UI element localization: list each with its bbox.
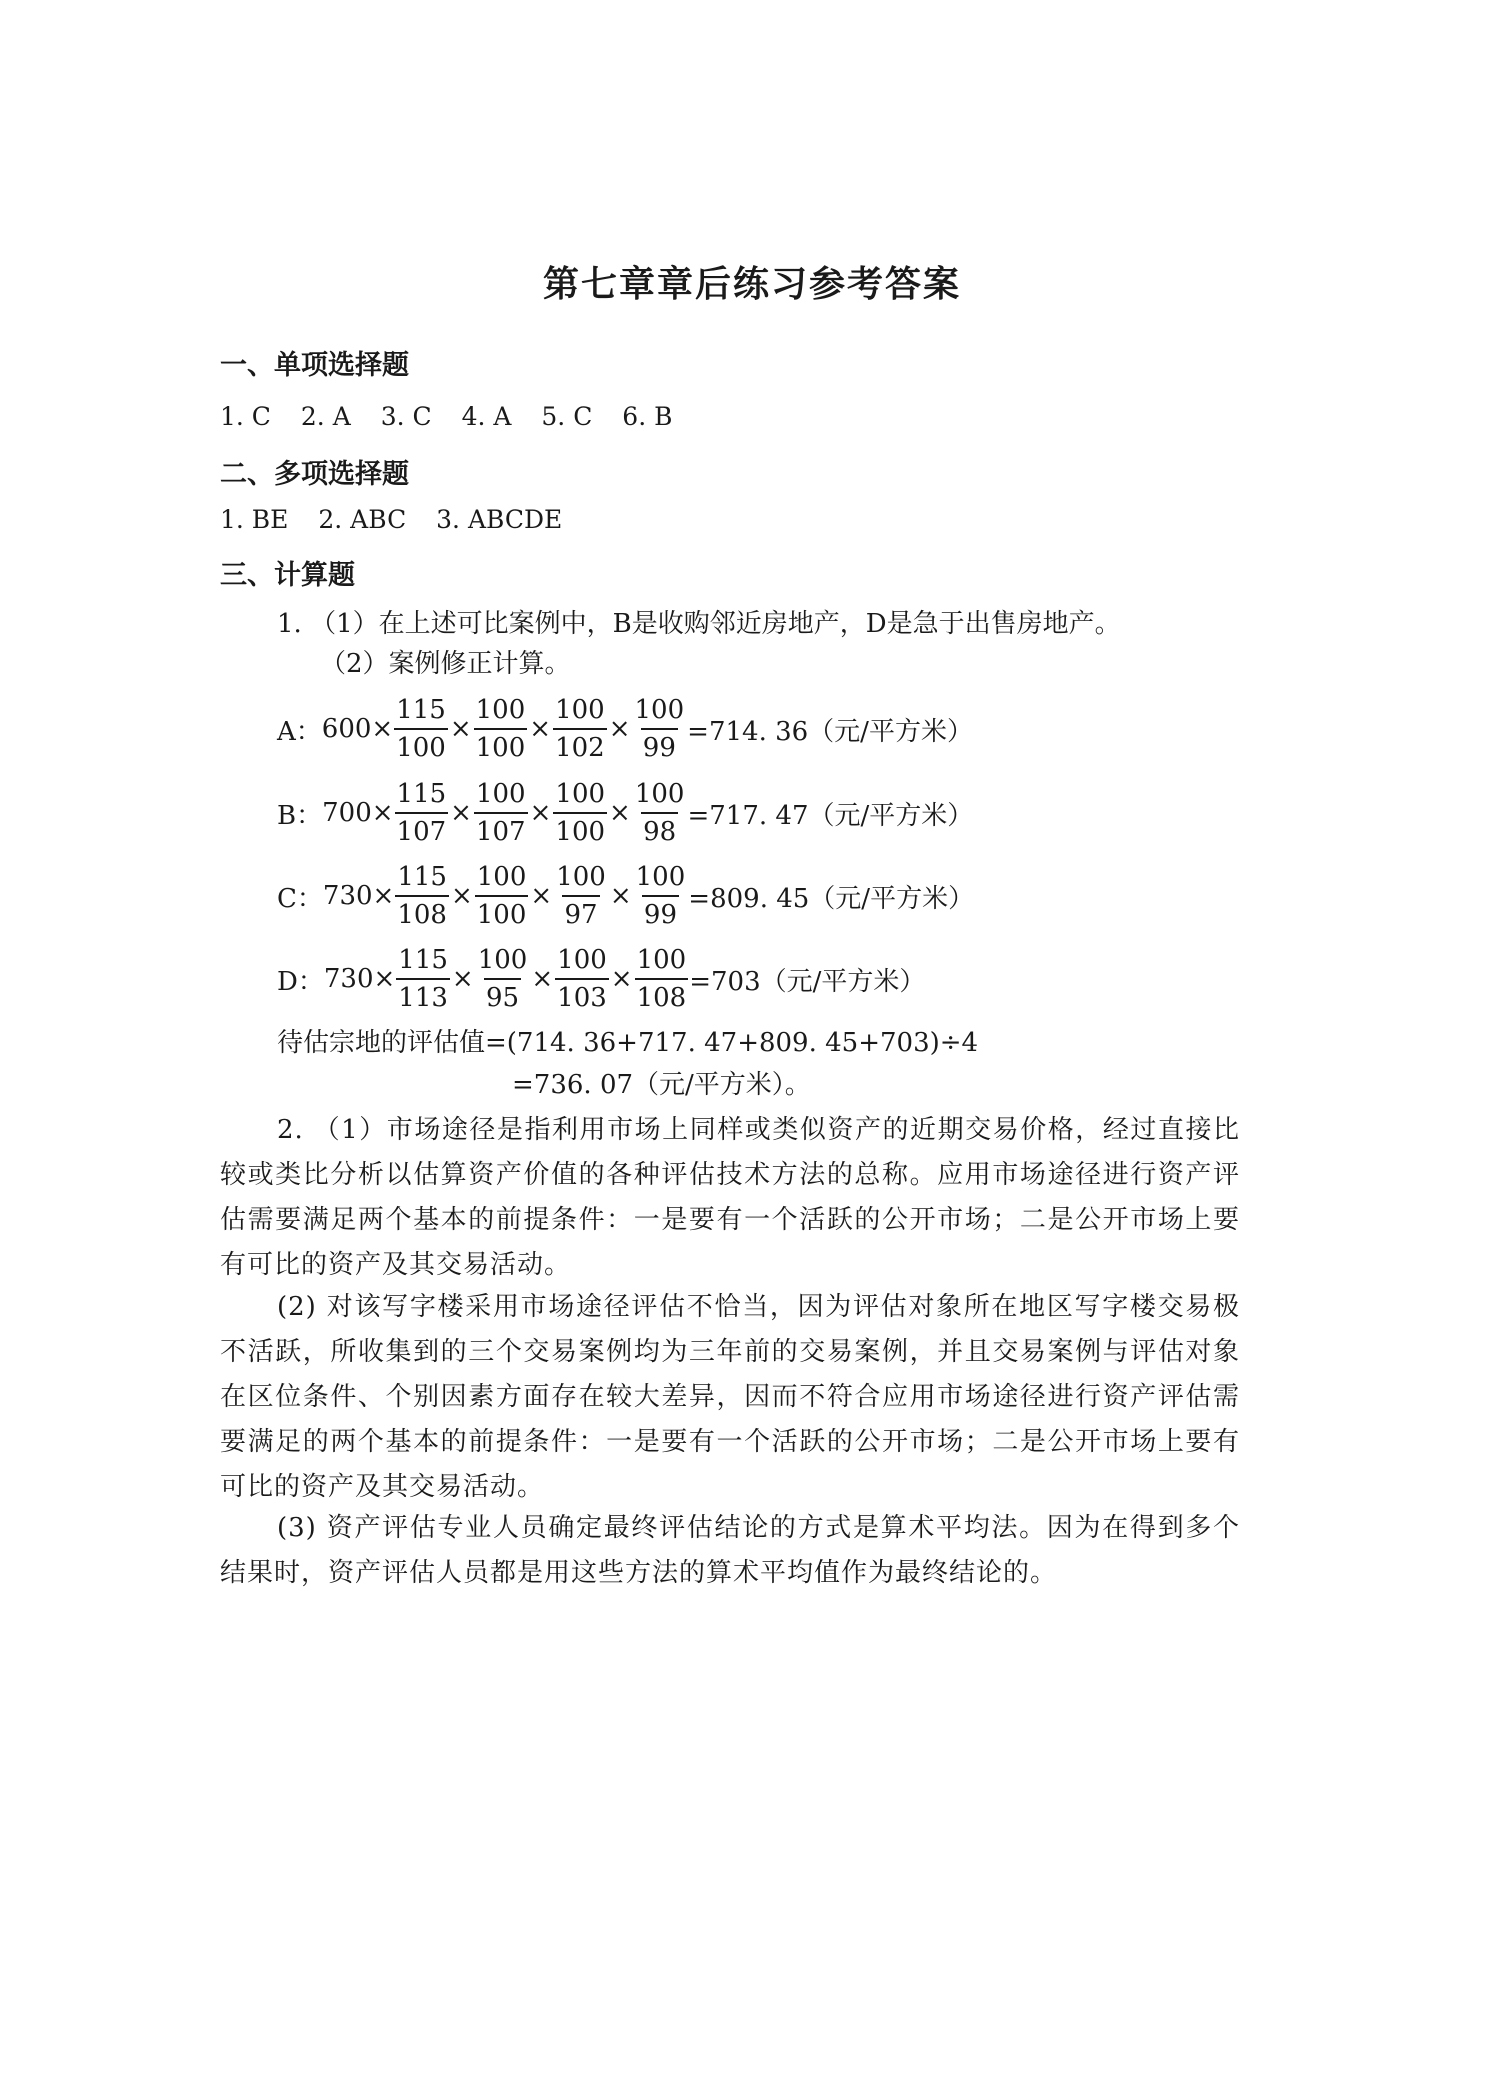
fraction <box>395 776 449 850</box>
numerator: 115 <box>397 862 447 892</box>
formula-b <box>277 773 973 853</box>
formula-base: 600× <box>321 714 394 744</box>
fraction <box>395 859 449 933</box>
numerator: 100 <box>555 779 606 809</box>
denominator: 100 <box>475 895 529 933</box>
numerator: 100 <box>636 945 687 975</box>
formula-result: =717. 47（元/平方米） <box>687 800 974 831</box>
numerator: 100 <box>475 695 526 725</box>
section-heading-single-choice: 一、单项选择题 <box>220 350 409 381</box>
fraction <box>553 776 607 850</box>
denominator: 99 <box>642 895 679 933</box>
answer-item: 4. A <box>461 402 512 431</box>
section-heading-calculation: 三、计算题 <box>220 560 355 591</box>
formula-result: =809. 45（元/平方米） <box>688 883 975 914</box>
numerator: 115 <box>398 945 448 975</box>
numerator: 100 <box>476 862 527 892</box>
q1-line-1: 1. （1）在上述可比案例中，B是收购邻近房地产，D是急于出售房地产。 <box>277 609 1121 639</box>
answer-item: 3. C <box>380 402 432 431</box>
numerator: 100 <box>634 695 685 725</box>
q2-paragraph-2: (2) 对该写字楼采用市场途径评估不恰当，因为评估对象所在地区写字楼交易极不活跃，所收集到的三个交易案例均为三年前的交易案例，并且交易案例与评估对象在区位条件、个别因素方面存在较大差异，因而不符合应用市场途径进行资产评估需要满足的两个基本的前提条件：一是要有一个活跃的公开市场；二是公开市场上要有可比的资产及其交易活动。 <box>220 1292 1240 1502</box>
formula-d <box>277 939 925 1019</box>
times-sign: × <box>529 798 552 828</box>
times-sign: × <box>530 881 553 911</box>
times-sign: × <box>450 881 473 911</box>
numerator: 100 <box>557 945 607 975</box>
answer-item: 5. C <box>541 402 593 431</box>
valuation-line-1: 待估宗地的评估值=(714. 36+717. 47+809. 45+703)÷4 <box>277 1028 979 1058</box>
fraction <box>555 942 609 1016</box>
fraction <box>476 942 530 1016</box>
times-sign: × <box>531 964 554 994</box>
formula-base: 700× <box>322 798 394 828</box>
denominator: 98 <box>641 812 678 850</box>
denominator: 107 <box>395 812 449 850</box>
numerator: 100 <box>555 695 605 725</box>
fraction <box>553 692 607 766</box>
fraction <box>635 942 689 1016</box>
fraction <box>474 776 528 850</box>
q2-paragraph-1: 2. （1）市场途径是指利用市场上同样或类似资产的近期交易价格，经过直接比较或类比分析以估算资产价值的各种评估技术方法的总称。应用市场途径进行资产评估需要满足两个基本的前提条件：一是要有一个活跃的公开市场；二是公开市场上要有可比的资产及其交易活动。 <box>220 1115 1240 1280</box>
numerator: 100 <box>556 862 606 892</box>
fraction <box>633 692 687 766</box>
multiple-choice-answers <box>220 507 584 532</box>
formula-label: C： <box>277 883 323 914</box>
answer-item: 1. C <box>220 402 271 431</box>
formula-label: B： <box>277 800 323 831</box>
q2-paragraph-3: (3) 资产评估专业人员确定最终评估结论的方式是算术平均法。因为在得到多个结果时，资产评估人员都是用这些方法的算术平均值作为最终结论的。 <box>220 1513 1240 1588</box>
answer-item: 6. B <box>622 402 673 431</box>
denominator: 100 <box>474 728 528 766</box>
formula-result: =714. 36（元/平方米） <box>687 716 973 747</box>
denominator: 97 <box>562 895 599 933</box>
single-choice-answers <box>220 404 694 429</box>
fraction <box>554 859 608 933</box>
denominator: 113 <box>396 978 450 1016</box>
numerator: 100 <box>634 779 685 809</box>
denominator: 108 <box>635 978 689 1016</box>
formula-a <box>277 689 973 769</box>
numerator: 115 <box>396 695 446 725</box>
formula-base: 730× <box>323 964 396 994</box>
valuation-line-2: =736. 07（元/平方米）。 <box>512 1070 811 1100</box>
denominator: 99 <box>641 728 678 766</box>
times-sign: × <box>609 798 631 828</box>
denominator: 107 <box>474 812 528 850</box>
fraction <box>634 859 688 933</box>
page-title: 第七章章后练习参考答案 <box>542 264 961 305</box>
times-sign: × <box>609 881 632 911</box>
section-heading-multiple-choice: 二、多项选择题 <box>220 459 409 490</box>
denominator: 102 <box>553 728 607 766</box>
numerator: 100 <box>475 779 526 809</box>
answer-item: 1. BE <box>220 505 289 534</box>
denominator: 108 <box>395 895 449 933</box>
answer-item: 2. A <box>300 402 351 431</box>
denominator: 95 <box>484 978 521 1016</box>
formula-label: D： <box>277 966 324 997</box>
formula-c <box>277 856 974 936</box>
formula-base: 730× <box>322 881 395 911</box>
denominator: 100 <box>553 812 607 850</box>
formula-label: A： <box>277 716 322 747</box>
q1-line-2: （2）案例修正计算。 <box>320 649 571 679</box>
fraction <box>475 859 529 933</box>
numerator: 100 <box>477 945 528 975</box>
times-sign: × <box>610 964 633 994</box>
times-sign: × <box>608 714 631 744</box>
numerator: 115 <box>396 779 447 809</box>
fraction <box>474 692 528 766</box>
times-sign: × <box>450 798 472 828</box>
denominator: 103 <box>555 978 609 1016</box>
numerator: 100 <box>635 862 686 892</box>
answer-item: 3. ABCDE <box>436 505 563 534</box>
times-sign: × <box>449 714 472 744</box>
denominator: 100 <box>394 728 448 766</box>
formula-result: =703（元/平方米） <box>689 966 926 997</box>
fraction <box>633 776 687 850</box>
times-sign: × <box>451 964 474 994</box>
fraction <box>394 692 448 766</box>
answer-item: 2. ABC <box>318 505 407 534</box>
times-sign: × <box>529 714 552 744</box>
fraction <box>396 942 450 1016</box>
